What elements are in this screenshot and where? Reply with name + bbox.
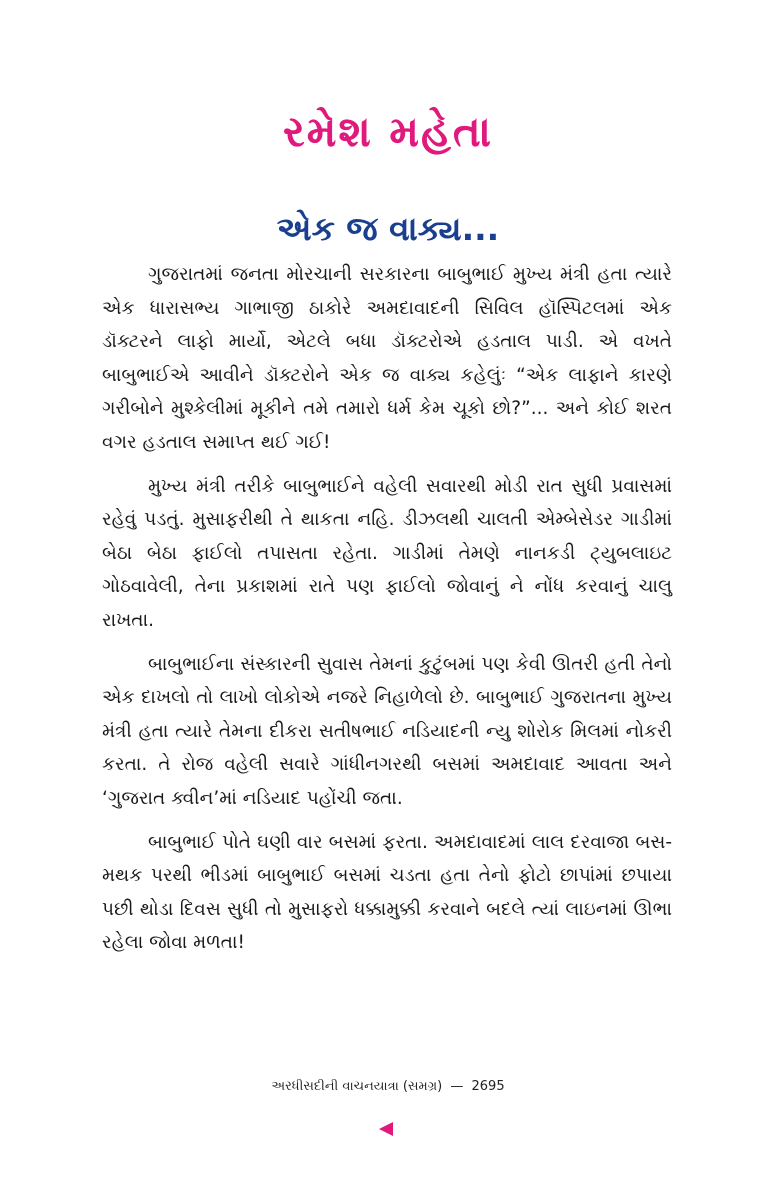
author-name: રમેશ મહેતા (282, 107, 494, 156)
previous-page-icon[interactable] (379, 1122, 393, 1136)
article-body (102, 258, 672, 970)
book-title: અરધીસદીની વાચનયાત્રા (સમગ્ર) (271, 1079, 443, 1094)
page-number: 2695 (471, 1079, 505, 1094)
paragraph-1: ગુજરાતમાં જનતા મોરચાની સરકારના બાબુભાઈ મુખ્ય મંત્રી હતા ત્યારે એક ધારાસભ્ય ગાભાજી ઠાકોરે અમદાવાદની સિવિલ હૉસ્પિટલમાં એક ડૉક્ટરને લાફો માર્યો, એટલે બધા ડૉક્ટરોએ હડતાલ પાડી. એ વખતે બાબુભાઈએ આવીને ડૉક્ટરોને એક જ વાક્ય કહેલુંઃ “એક લાફાને કારણે ગરીબોને મુશ્કેલીમાં મૂકીને તમે તમારો ધર્મ કેમ ચૂકો છો?”... અને કોઈ શરત વગર હડતાલ સમાપ્ત થઈ ગઈ! (102, 264, 672, 453)
page-footer (0, 1079, 776, 1094)
paragraph-2: મુખ્ય મંત્રી તરીકે બાબુભાઈને વહેલી સવારથી મોડી રાત સુધી પ્રવાસમાં રહેવું પડતું. મુસાફરીથી તે થાકતા નહિ. ડીઝલથી ચાલતી એમ્બેસેડર ગાડીમાં બેઠા બેઠા ફાઈલો તપાસતા રહેતા. ગાડીમાં તેમણે નાનકડી ટ્યુબલાઇટ ગોઠવાવેલી, તેના પ્રકાશમાં રાતે પણ ફાઈલો જોવાનું ને નોંધ કરવાનું ચાલુ રાખતા. (102, 475, 672, 631)
paragraph-4: બાબુભાઈ પોતે ઘણી વાર બસમાં ફરતા. અમદાવાદમાં લાલ દરવાજા બસ-મથક પરથી ભીડમાં બાબુભાઈ બસમાં ચડતા હતા તેનો ફોટો છાપાંમાં છપાયા પછી થોડા દિવસ સુધી તો મુસાફરો ધક્કામુક્કી કરવાને બદલે ત્યાં લાઇનમાં ઊભા રહેલા જોવા મળતા! (102, 831, 672, 954)
paragraph-3: બાબુભાઈના સંસ્કારની સુવાસ તેમનાં કુટુંબમાં પણ કેવી ઊતરી હતી તેનો એક દાખલો તો લાખો લોકોએ નજરે નિહાળેલો છે. બાબુભાઈ ગુજરાતના મુખ્ય મંત્રી હતા ત્યારે તેમના દીકરા સતીષભાઈ નડિયાદની ન્યુ શોરોક મિલમાં નોકરી કરતા. તે રોજ વહેલી સવારે ગાંધીનગરથી બસમાં અમદાવાદ આવતા અને ‘ગુજરાત ક્વીન’માં નડિયાદ પહોંચી જતા. (102, 653, 672, 809)
article-title: એક જ વાક્ય... (276, 209, 500, 248)
footer-separator: — (450, 1079, 464, 1094)
